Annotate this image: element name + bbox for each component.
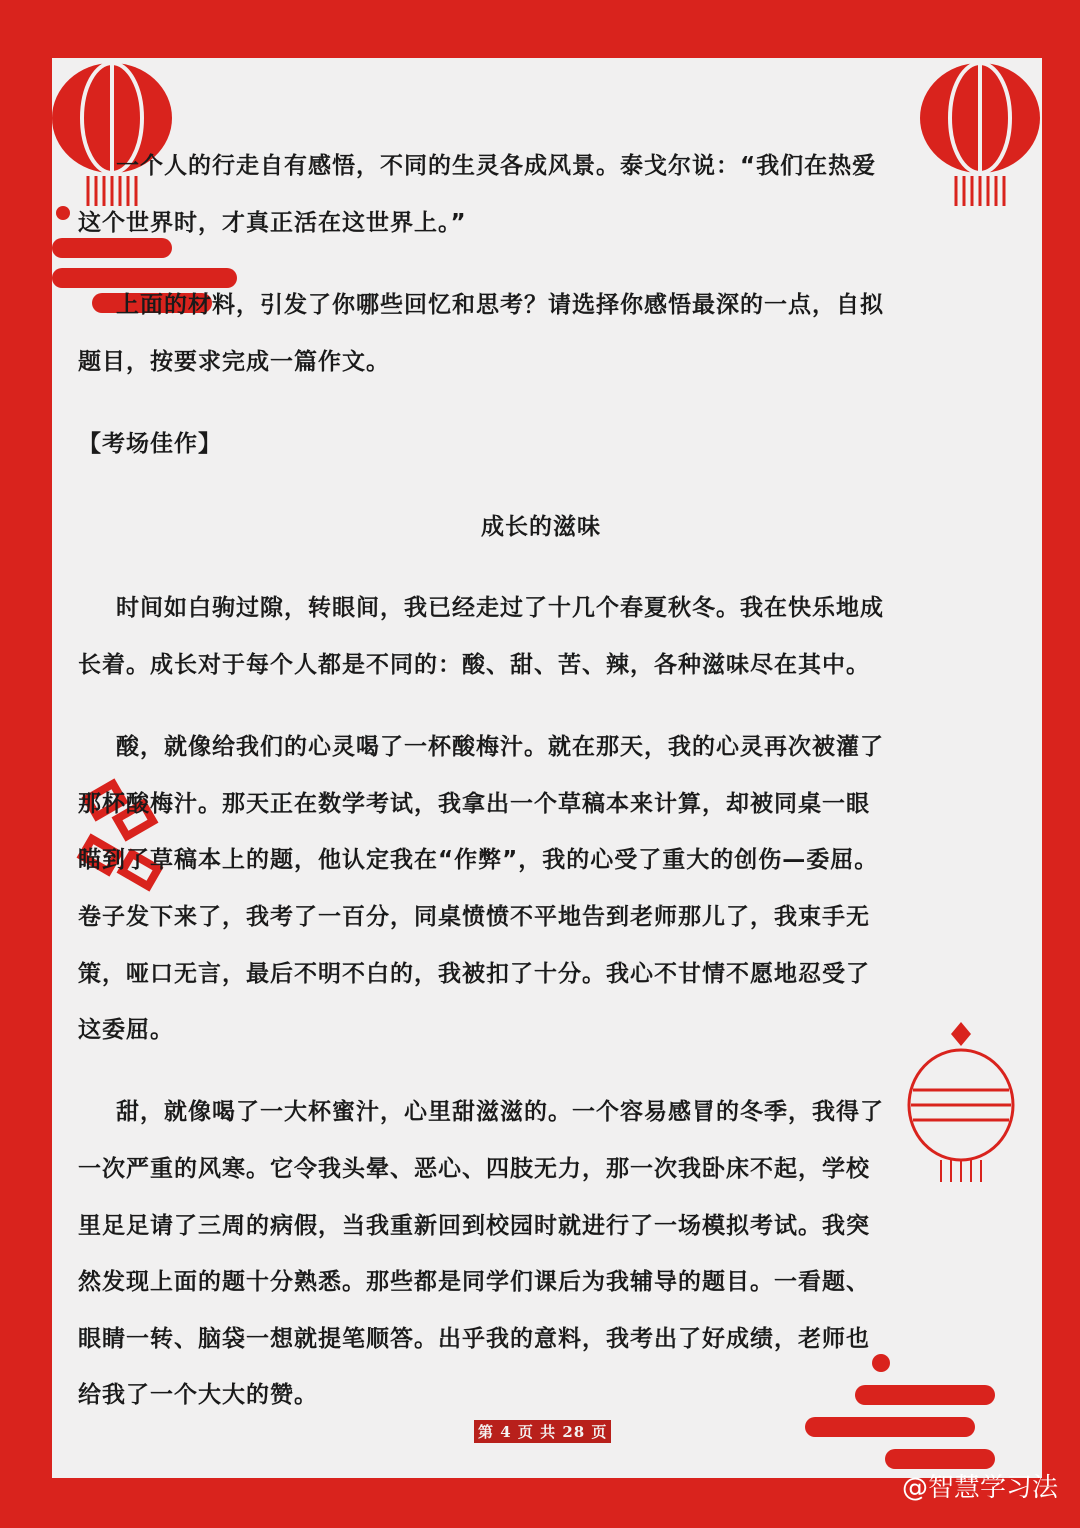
essay-line: 瞄到了草稿本上的题，他认定我在“作弊”，我的心受了重大的创伤—委屈。: [78, 847, 879, 873]
essay-line: 策，哑口无言，最后不明不白的，我被扣了十分。我心不甘情不愿地忍受了: [78, 961, 870, 987]
lantern-icon: [50, 58, 175, 208]
essay-line: 里足足请了三周的病假，当我重新回到校园时就进行了一场模拟考试。我突: [78, 1213, 870, 1239]
watermark: @智慧学习法: [901, 1473, 1058, 1503]
essay-line: 时间如白驹过隙，转眼间，我已经走过了十几个春夏秋冬。我在快乐地成: [116, 595, 884, 621]
section-heading: 【考场佳作】: [78, 431, 222, 457]
essay-line: 甜，就像喝了一大杯蜜汁，心里甜滋滋的。一个容易感冒的冬季，我得了: [116, 1099, 884, 1125]
prompt-line: 题目，按要求完成一篇作文。: [78, 349, 390, 375]
dot-icon: [56, 206, 70, 220]
essay-line: 给我了一个大大的赞。: [78, 1382, 318, 1408]
essay-title: 成长的滋味: [481, 514, 601, 540]
prompt-line: 上面的材料，引发了你哪些回忆和思考？请选择你感悟最深的一点，自拟: [116, 292, 884, 318]
lantern-icon: [918, 58, 1043, 208]
essay-line: 一次严重的风寒。它令我头晕、恶心、四肢无力，那一次我卧床不起，学校: [78, 1156, 870, 1182]
prompt-line: 这个世界时，才真正活在这世界上。”: [78, 210, 467, 236]
essay-line: 眼睛一转、脑袋一想就提笔顺答。出乎我的意料，我考出了好成绩，老师也: [78, 1326, 870, 1352]
essay-line: 酸，就像给我们的心灵喝了一杯酸梅汁。就在那天，我的心灵再次被灌了: [116, 734, 884, 760]
page-number: 第 4 页 共 28 页: [474, 1420, 611, 1443]
dot-icon: [872, 1354, 890, 1372]
prompt-line: 一个人的行走自有感悟，不同的生灵各成风景。泰戈尔说：“我们在热爱: [116, 153, 877, 179]
essay-line: 长着。成长对于每个人都是不同的：酸、甜、苦、辣，各种滋味尽在其中。: [78, 652, 870, 678]
essay-line: 然发现上面的题十分熟悉。那些都是同学们课后为我辅导的题目。一看题、: [78, 1269, 870, 1295]
essay-line: 卷子发下来了，我考了一百分，同桌愤愤不平地告到老师那儿了，我束手无: [78, 904, 870, 930]
essay-line: 这委屈。: [78, 1017, 174, 1043]
essay-line: 那杯酸梅汁。那天正在数学考试，我拿出一个草稿本来计算，却被同桌一眼: [78, 791, 870, 817]
